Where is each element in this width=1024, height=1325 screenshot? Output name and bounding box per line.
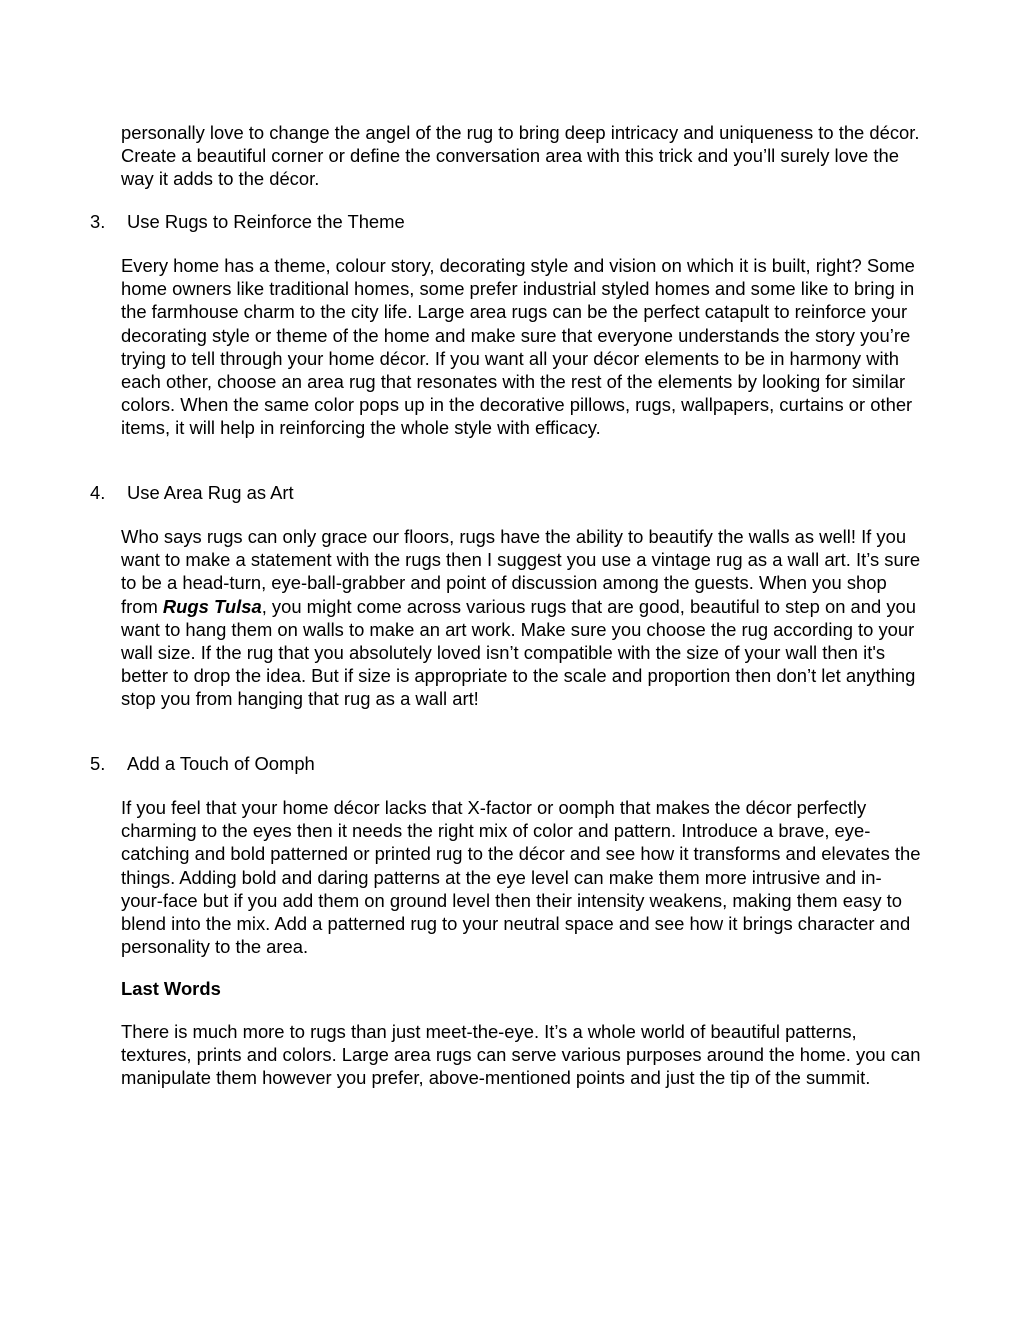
- section-4-heading: [90, 481, 294, 504]
- section-3-title: Use Rugs to Reinforce the Theme: [127, 211, 405, 232]
- conclusion-body: There is much more to rugs than just meet-the-eye. It’s a whole world of beautiful patterns, textures, prints and colors. Large area rugs can serve various purposes around the home. you can manipulate them however you prefer, above-mentioned points and just the tip of the summit.: [121, 1021, 921, 1089]
- section-4-body-before: Who says rugs can only grace our floors, rugs have the ability to beautify the walls as well! If you want to make a statement with the rugs then I suggest you use a vintage rug as a wall art. It’s sure to be a head-turn, eye-ball-grabber and point of discussion among the guests. When you shop from: [121, 526, 921, 617]
- section-5-body: If you feel that your home décor lacks that X-factor or oomph that makes the décor perfectly charming to the eyes then it needs the right mix of color and pattern. Introduce a brave, eye-catching and bold patterned or printed rug to the décor and see how it transforms and elevates the things. Adding bold and daring patterns at the eye level can make them more intrusive and in-your-face but if you add them on ground level then their intensity weakens, making them easy to blend into the mix. Add a patterned rug to your neutral space and see how it brings character and personality to the area.: [121, 797, 921, 958]
- section-4-title: Use Area Rug as Art: [127, 482, 294, 503]
- section-5-number: 5.: [90, 753, 106, 774]
- section-4-body: [121, 525, 921, 711]
- conclusion-heading: Last Words: [121, 978, 221, 999]
- section-5-title: Add a Touch of Oomph: [127, 753, 315, 774]
- section-5-heading: [90, 752, 315, 775]
- section-3-number: 3.: [90, 211, 106, 232]
- section-4-number: 4.: [90, 482, 106, 503]
- section-3-body: Every home has a theme, colour story, decorating style and vision on which it is built, right? Some home owners like traditional homes, some prefer industrial styled homes and some like to bring in the farmhouse charm to the city life. Large area rugs can be the perfect catapult to reinforce your decorating style or theme of the home and make sure that everyone understands the story you’re trying to tell through your home décor. If you want all your décor elements to be in harmony with each other, choose an area rug that resonates with the rest of the elements by looking for similar colors. When the same color pops up in the decorative pillows, rugs, wallpapers, curtains or other items, it will help in reinforcing the whole style with efficacy.: [121, 255, 915, 439]
- intro-paragraph: personally love to change the angel of the rug to bring deep intricacy and uniqueness to the décor. Create a beautiful corner or define the conversation area with this trick and you’ll surely love the way it adds to the décor.: [121, 122, 920, 190]
- rugs-tulsa-link-text: Rugs Tulsa: [162, 595, 262, 617]
- section-4-body-after: , you might come across various rugs that are good, beautiful to step on and you want to hang them on walls to make an art work. Make sure you choose the rug according to your wall size. If the rug that you absolutely loved isn’t compatible with the size of your wall then it's better to drop the idea. But if size is appropriate to the scale and proportion then don’t let anything stop you from hanging that rug as a wall art!: [121, 595, 916, 710]
- section-3-heading: [90, 210, 405, 233]
